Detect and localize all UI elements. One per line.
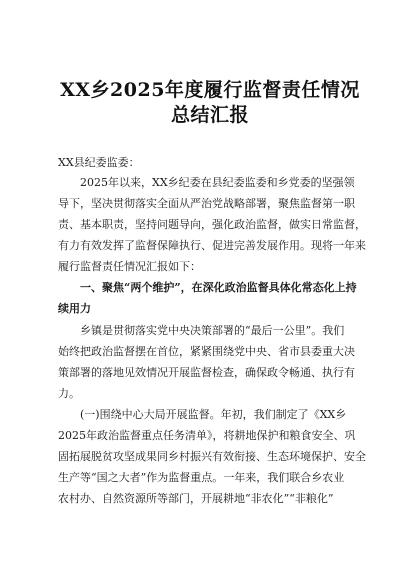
paragraph-3-line-5: 农村办、自然资源所等部门，开展耕地“非农化”“非粮化” [58,492,334,505]
salutation: XX县纪委监委： [58,156,140,169]
paragraph-2-line-2: 始终把政治监督摆在首位，紧紧围绕党中央、省市县委重大决 [58,345,355,358]
section-heading-1-line-1: 一、聚焦“两个维护”，在深化政治监督具体化常态化上持 [80,281,357,294]
paragraph-1-line-3: 责、基本职责，坚持问题导向，强化政治监督，做实日常监督， [58,218,366,231]
paragraph-3-line-1: (一)围绕中心大局开展监督。年初，我们制定了《XX乡 [80,408,347,421]
document-title-line1: XX乡2025年度履行监督责任情况 [60,79,360,101]
paragraph-2-line-3: 策部署的落地见效情况开展监督检查，确保政令畅通、执行有 [58,366,355,379]
paragraph-1-line-2: 导下，坚决贯彻落实全面从严治党战略部署，聚焦监督第一职 [58,197,355,210]
paragraph-1-line-1: 2025年以来，XX乡纪委在县纪委监委和乡党委的坚强领 [80,176,355,189]
section-heading-1-line-2: 续用力 [58,302,91,315]
paragraph-2-line-4: 力。 [58,387,80,400]
paragraph-1-line-4: 有力有效发挥了监督保障执行、促进完善发展作用。现将一年来 [58,239,366,252]
paragraph-3-line-2: 2025年政治监督重点任务清单》，将耕地保护和粮食安全、巩 [58,429,356,442]
paragraph-2-line-1: 乡镇是贯彻落实党中央决策部署的“最后一公里”。我们 [80,324,345,337]
paragraph-1-line-5: 履行监督责任情况汇报如下： [58,260,201,273]
paragraph-3-line-4: 生产等“国之大者”作为监督重点。一年来，我们联合乡农业 [58,471,345,484]
document-title-line2: 总结汇报 [170,104,249,126]
paragraph-3-line-3: 固拓展脱贫攻坚成果同乡村振兴有效衔接、生态环境保护、安全 [58,450,366,463]
